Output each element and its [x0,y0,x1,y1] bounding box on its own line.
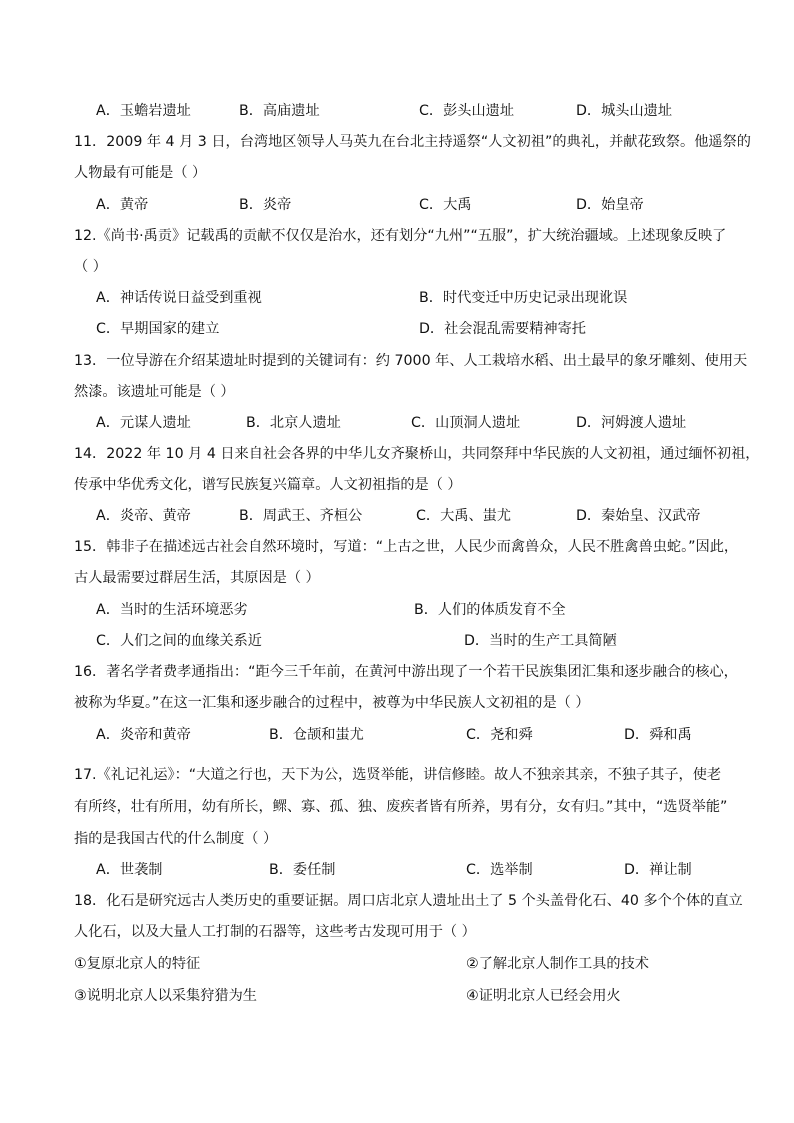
q12-option-d: D．社会混乱需要精神寄托 [419,321,586,337]
q17-option-d: D．禅让制 [624,862,692,878]
q18-stem-line-2: 人化石，以及大量人工打制的石器等，这些考古发现可用于（ ） [74,924,476,940]
q13-option-d: D．河姆渡人遗址 [576,415,687,431]
q15-stem-line-1: 15．韩非子在描述远古社会自然环境时，写道：“上古之世，人民少而禽兽众，人民不胜禽兽虫蛇。”因此， [74,539,739,555]
q17-stem-line-3: 指的是我国古代的什么制度（ ） [74,831,278,847]
q15-option-a: A．当时的生活环境恶劣 [96,602,248,618]
q15-option-b: B．人们的体质发育不全 [414,602,566,618]
q16-stem-line-2: 被称为华夏。”在这一汇集和逐步融合的过程中，被尊为中华民族人文初祖的是（ ） [74,695,590,711]
q14-stem-line-1: 14．2022 年 10 月 4 日来自社会各界的中华儿女齐聚桥山，共同祭拜中华民族的人文初祖，通过缅怀初祖， [74,446,760,462]
q10-option-a: A．玉蟾岩遗址 [96,103,191,119]
q11-option-b: B．炎帝 [239,197,292,213]
q18-statement-4: ④证明北京人已经会用火 [466,988,621,1004]
q10-option-b: B．高庙遗址 [239,103,320,119]
q11-option-a: A．黄帝 [96,197,149,213]
q14-option-d: D．秦始皇、汉武帝 [576,508,701,524]
q16-option-c: C．尧和舜 [466,727,533,743]
q10-option-c: C．彭头山遗址 [419,103,515,119]
q13-option-c: C．山顶洞人遗址 [411,415,521,431]
q15-option-d: D．当时的生产工具简陋 [464,633,617,649]
q12-option-c: C．早期国家的建立 [96,321,220,337]
q16-option-b: B．仓颉和蚩尤 [269,727,364,743]
q18-stem-line-1: 18．化石是研究远古人类历史的重要证据。周口店北京人遗址出土了 5 个头盖骨化石、40 多个个体的直立 [74,893,743,909]
q14-option-b: B．周武王、齐桓公 [239,508,363,524]
q13-stem-line-1: 13．一位导游在介绍某遗址时提到的关键词有：约 7000 年、人工栽培水稻、出土最早的象牙雕刻、使用天 [74,353,748,369]
q14-option-a: A．炎帝、黄帝 [96,508,191,524]
q12-option-b: B．时代变迁中历史记录出现讹误 [419,290,628,306]
q16-stem-line-1: 16．著名学者费孝通指出：“距今三千年前，在黄河中游出现了一个若干民族集团汇集和逐步融合的核心， [74,664,738,680]
q13-option-a: A．元谋人遗址 [96,415,191,431]
q12-option-a: A．神话传说日益受到重视 [96,290,262,306]
q11-option-c: C．大禹 [419,197,472,213]
q12-stem-line-2: （ ） [74,259,107,275]
q18-statement-2: ②了解北京人制作工具的技术 [466,956,649,972]
q14-stem-line-2: 传承中华优秀文化，谱写民族复兴篇章。人文初祖指的是（ ） [74,477,462,493]
q17-option-c: C．选举制 [466,862,533,878]
q18-statement-3: ③说明北京人以采集狩猎为生 [74,988,257,1004]
q13-option-b: B．北京人遗址 [246,415,341,431]
q18-statement-1: ①复原北京人的特征 [74,956,201,972]
q10-option-d: D．城头山遗址 [576,103,673,119]
q14-option-c: C．大禹、蚩尤 [416,508,512,524]
q17-option-a: A．世袭制 [96,862,163,878]
q11-option-d: D．始皇帝 [576,197,644,213]
q17-stem-line-1: 17.《礼记礼运》：“大道之行也，天下为公，选贤举能，讲信修睦。故人不独亲其亲，不独子其子，使老 [74,767,722,783]
q16-option-d: D．舜和禹 [624,727,692,743]
q15-option-c: C．人们之间的血缘关系近 [96,633,262,649]
q12-stem-line-1: 12.《尚书·禹贡》记载禹的贡献不仅仅是治水，还有划分“九州”“五服”，扩大统治疆域。上述现象反映了 [74,228,727,244]
q11-stem-line-2: 人物最有可能是（ ） [74,165,207,181]
q17-stem-line-2: 有所终，壮有所用，幼有所长，鳏、寡、孤、独、废疾者皆有所养，男有分，女有归。”其中，“选贤举能” [74,799,728,815]
q13-stem-line-2: 然漆。该遗址可能是（ ） [74,384,235,400]
q11-stem-line-1: 11．2009 年 4 月 3 日，台湾地区领导人马英九在台北主持遥祭“人文初祖”的典礼，并献花致祭。他遥祭的 [74,134,751,150]
q15-stem-line-2: 古人最需要过群居生活，其原因是（ ） [74,570,320,586]
q17-option-b: B．委任制 [269,862,336,878]
q16-option-a: A．炎帝和黄帝 [96,727,191,743]
